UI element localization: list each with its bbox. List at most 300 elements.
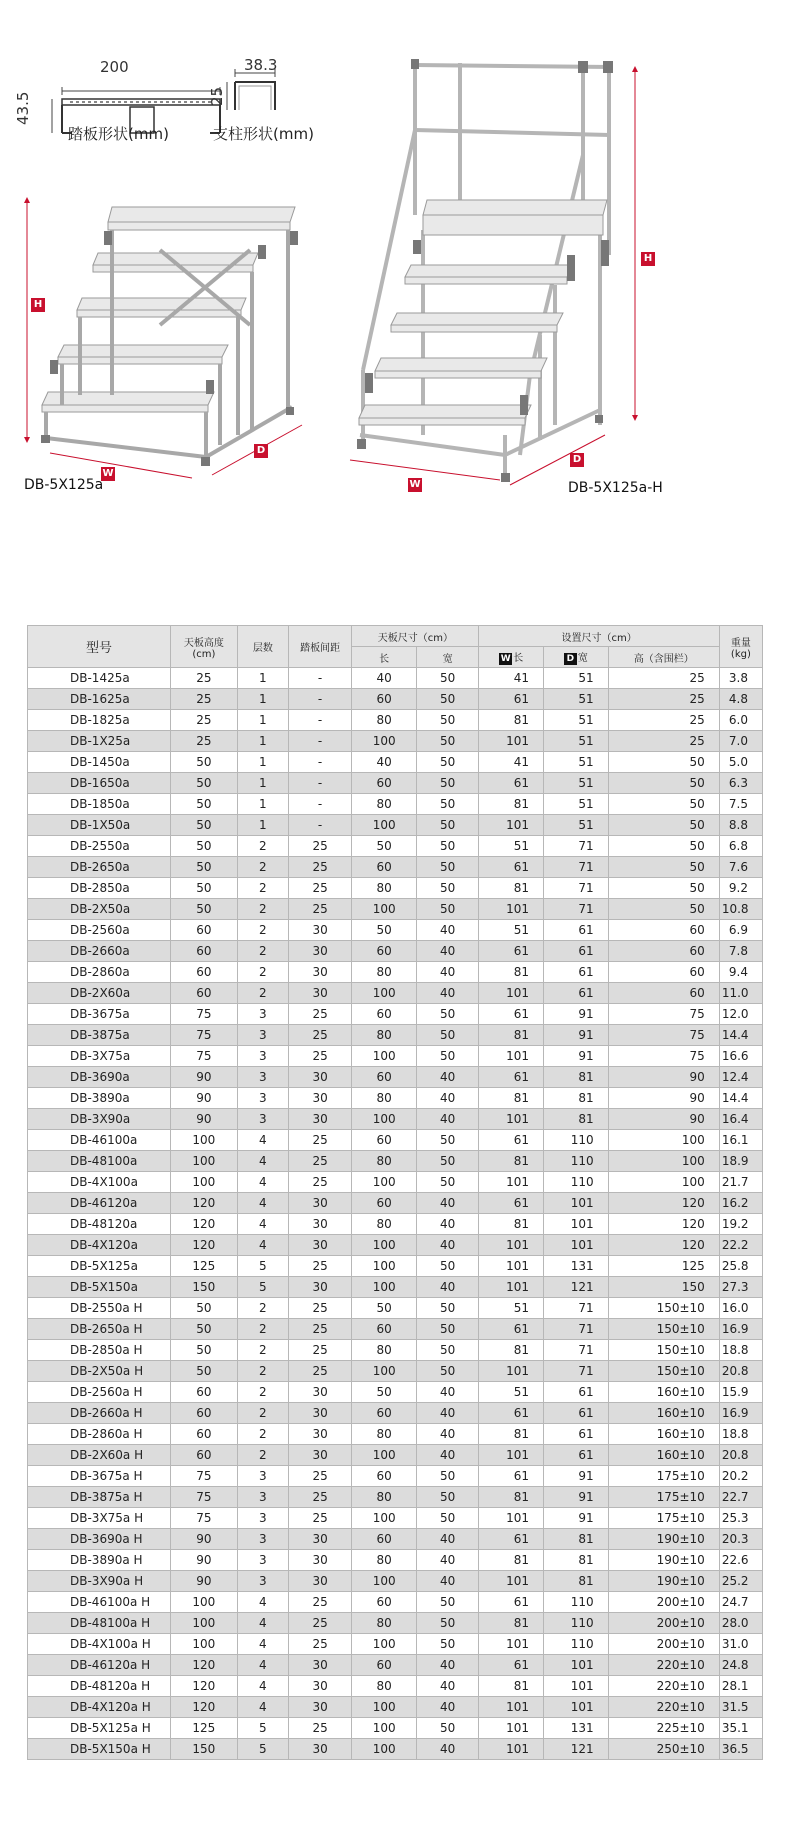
cell-top-len: 60 <box>352 1655 417 1676</box>
cell-steps: 4 <box>237 1613 288 1634</box>
cell-top-height: 100 <box>170 1592 237 1613</box>
table-row <box>28 1130 763 1151</box>
cell-weight: 16.9 <box>719 1319 762 1340</box>
cell-inst-h: 100 <box>608 1151 719 1172</box>
cell-top-height: 60 <box>170 1424 237 1445</box>
cell-top-wid: 50 <box>417 1298 479 1319</box>
table-row <box>28 1466 763 1487</box>
right-stair-drawing <box>345 55 665 495</box>
cell-inst-d: 51 <box>544 773 609 794</box>
cell-model: DB-5X150a H <box>28 1739 171 1760</box>
cell-spacing: 25 <box>288 1508 352 1529</box>
cell-model: DB-3X75a <box>28 1046 171 1067</box>
cell-spacing: 25 <box>288 1130 352 1151</box>
cell-inst-d: 51 <box>544 752 609 773</box>
cell-weight: 35.1 <box>719 1718 762 1739</box>
cell-top-height: 90 <box>170 1067 237 1088</box>
cell-spacing: 30 <box>288 1655 352 1676</box>
cell-inst-d: 91 <box>544 1004 609 1025</box>
cell-model: DB-5X125a H <box>28 1718 171 1739</box>
cell-top-height: 60 <box>170 1382 237 1403</box>
cell-steps: 3 <box>237 1004 288 1025</box>
cell-top-wid: 50 <box>417 773 479 794</box>
cell-inst-h: 190±10 <box>608 1529 719 1550</box>
cell-inst-d: 101 <box>544 1655 609 1676</box>
table-row <box>28 1277 763 1298</box>
cell-weight: 20.8 <box>719 1445 762 1466</box>
cell-top-wid: 50 <box>417 1361 479 1382</box>
cell-inst-h: 120 <box>608 1235 719 1256</box>
cell-inst-h: 25 <box>608 731 719 752</box>
cell-inst-d: 101 <box>544 1214 609 1235</box>
header-top-size: 天板尺寸（cm） <box>352 626 479 647</box>
cell-inst-d: 121 <box>544 1277 609 1298</box>
table-row <box>28 1382 763 1403</box>
cell-inst-h: 160±10 <box>608 1445 719 1466</box>
cell-spacing: 30 <box>288 1235 352 1256</box>
cell-top-height: 60 <box>170 920 237 941</box>
cell-weight: 7.5 <box>719 794 762 815</box>
cell-inst-d: 91 <box>544 1508 609 1529</box>
table-row <box>28 1403 763 1424</box>
cell-spacing: - <box>288 815 352 836</box>
cell-weight: 18.9 <box>719 1151 762 1172</box>
cell-inst-h: 100 <box>608 1172 719 1193</box>
cell-inst-w: 101 <box>479 983 544 1004</box>
cell-inst-d: 91 <box>544 1046 609 1067</box>
cell-inst-d: 91 <box>544 1025 609 1046</box>
cell-top-len: 60 <box>352 1466 417 1487</box>
cell-steps: 1 <box>237 689 288 710</box>
cell-top-len: 60 <box>352 1592 417 1613</box>
cell-steps: 5 <box>237 1256 288 1277</box>
cell-top-height: 25 <box>170 689 237 710</box>
cell-top-height: 125 <box>170 1718 237 1739</box>
cell-weight: 14.4 <box>719 1025 762 1046</box>
cell-steps: 3 <box>237 1466 288 1487</box>
cell-model: DB-4X100a <box>28 1172 171 1193</box>
table-row <box>28 1424 763 1445</box>
cell-inst-h: 60 <box>608 983 719 1004</box>
header-tread-spacing: 踏板间距 <box>288 626 352 668</box>
cell-steps: 3 <box>237 1067 288 1088</box>
cell-top-wid: 50 <box>417 752 479 773</box>
cell-steps: 4 <box>237 1676 288 1697</box>
cell-steps: 4 <box>237 1592 288 1613</box>
cell-inst-w: 61 <box>479 773 544 794</box>
cell-top-wid: 50 <box>417 857 479 878</box>
cell-spacing: 25 <box>288 1592 352 1613</box>
cell-top-height: 120 <box>170 1193 237 1214</box>
cell-top-len: 100 <box>352 1445 417 1466</box>
cell-model: DB-2X50a H <box>28 1361 171 1382</box>
cell-spacing: 25 <box>288 1298 352 1319</box>
cell-steps: 3 <box>237 1088 288 1109</box>
cell-inst-w: 51 <box>479 1298 544 1319</box>
cell-steps: 3 <box>237 1571 288 1592</box>
cell-top-height: 50 <box>170 836 237 857</box>
header-inst-d: D 宽 <box>544 647 609 668</box>
left-w-tag: W <box>102 468 114 479</box>
cell-inst-w: 81 <box>479 1088 544 1109</box>
cell-top-len: 50 <box>352 1382 417 1403</box>
cell-spacing: 25 <box>288 836 352 857</box>
cell-top-wid: 50 <box>417 794 479 815</box>
cell-model: DB-2560a <box>28 920 171 941</box>
cell-top-height: 125 <box>170 1256 237 1277</box>
cell-inst-d: 110 <box>544 1634 609 1655</box>
cell-top-height: 120 <box>170 1655 237 1676</box>
cell-inst-w: 81 <box>479 794 544 815</box>
cell-top-wid: 40 <box>417 1571 479 1592</box>
cell-spacing: - <box>288 794 352 815</box>
cell-steps: 5 <box>237 1277 288 1298</box>
cell-inst-h: 190±10 <box>608 1550 719 1571</box>
cell-inst-d: 51 <box>544 731 609 752</box>
cell-top-wid: 50 <box>417 1466 479 1487</box>
cell-top-wid: 40 <box>417 920 479 941</box>
cell-inst-w: 61 <box>479 1130 544 1151</box>
cell-weight: 25.8 <box>719 1256 762 1277</box>
cell-steps: 3 <box>237 1046 288 1067</box>
cell-top-wid: 40 <box>417 1067 479 1088</box>
cell-inst-h: 75 <box>608 1046 719 1067</box>
cell-weight: 7.8 <box>719 941 762 962</box>
cell-top-len: 80 <box>352 1088 417 1109</box>
cell-steps: 2 <box>237 1340 288 1361</box>
table-row <box>28 710 763 731</box>
cell-inst-w: 81 <box>479 1214 544 1235</box>
cell-inst-h: 75 <box>608 1004 719 1025</box>
cell-top-wid: 40 <box>417 1529 479 1550</box>
table-row <box>28 857 763 878</box>
cell-inst-d: 101 <box>544 1235 609 1256</box>
cell-model: DB-3875a <box>28 1025 171 1046</box>
cell-weight: 12.0 <box>719 1004 762 1025</box>
cell-weight: 20.8 <box>719 1361 762 1382</box>
table-row <box>28 1004 763 1025</box>
cell-inst-w: 81 <box>479 1676 544 1697</box>
cell-top-wid: 50 <box>417 1151 479 1172</box>
cell-top-height: 75 <box>170 1046 237 1067</box>
cell-inst-h: 25 <box>608 689 719 710</box>
cell-steps: 2 <box>237 857 288 878</box>
cell-steps: 4 <box>237 1235 288 1256</box>
cell-inst-h: 175±10 <box>608 1466 719 1487</box>
cell-spacing: 30 <box>288 1067 352 1088</box>
cell-steps: 1 <box>237 710 288 731</box>
cell-inst-h: 50 <box>608 878 719 899</box>
cell-model: DB-2550a <box>28 836 171 857</box>
cell-inst-h: 50 <box>608 899 719 920</box>
cell-top-height: 50 <box>170 1361 237 1382</box>
cell-top-len: 50 <box>352 836 417 857</box>
cell-top-wid: 40 <box>417 1445 479 1466</box>
cell-inst-h: 125 <box>608 1256 719 1277</box>
post-profile-caption: 支柱形状(mm) <box>213 125 314 143</box>
cell-inst-w: 81 <box>479 1340 544 1361</box>
cell-inst-w: 61 <box>479 1466 544 1487</box>
cell-inst-w: 81 <box>479 1613 544 1634</box>
cell-inst-h: 220±10 <box>608 1676 719 1697</box>
cell-steps: 2 <box>237 878 288 899</box>
header-steps: 层数 <box>237 626 288 668</box>
cell-steps: 2 <box>237 1445 288 1466</box>
cell-steps: 1 <box>237 773 288 794</box>
cell-top-height: 100 <box>170 1613 237 1634</box>
post-height-label: 25 <box>208 86 226 106</box>
cell-top-len: 100 <box>352 1718 417 1739</box>
cell-weight: 16.4 <box>719 1109 762 1130</box>
tread-width-label: 200 <box>100 58 129 76</box>
cell-inst-h: 200±10 <box>608 1592 719 1613</box>
cell-top-len: 60 <box>352 941 417 962</box>
cell-inst-w: 101 <box>479 1172 544 1193</box>
cell-top-height: 120 <box>170 1214 237 1235</box>
cell-top-height: 50 <box>170 857 237 878</box>
cell-inst-w: 51 <box>479 920 544 941</box>
cell-inst-h: 150±10 <box>608 1319 719 1340</box>
table-row <box>28 1088 763 1109</box>
cell-steps: 1 <box>237 794 288 815</box>
cell-top-wid: 40 <box>417 1697 479 1718</box>
cell-spacing: 25 <box>288 1361 352 1382</box>
cell-steps: 1 <box>237 731 288 752</box>
cell-spacing: 30 <box>288 1697 352 1718</box>
cell-top-len: 50 <box>352 1298 417 1319</box>
cell-model: DB-2560a H <box>28 1382 171 1403</box>
cell-inst-h: 120 <box>608 1214 719 1235</box>
cell-top-len: 100 <box>352 815 417 836</box>
cell-top-wid: 40 <box>417 1676 479 1697</box>
table-row <box>28 1592 763 1613</box>
cell-weight: 16.6 <box>719 1046 762 1067</box>
cell-inst-h: 50 <box>608 752 719 773</box>
table-row <box>28 1361 763 1382</box>
left-d-tag: D <box>254 444 268 458</box>
cell-top-len: 80 <box>352 1214 417 1235</box>
cell-top-height: 60 <box>170 962 237 983</box>
cell-spacing: 30 <box>288 1571 352 1592</box>
table-row <box>28 1445 763 1466</box>
cell-model: DB-3X75a H <box>28 1508 171 1529</box>
cell-inst-d: 61 <box>544 983 609 1004</box>
cell-top-height: 75 <box>170 1025 237 1046</box>
tread-height-label: 43.5 <box>14 91 32 125</box>
cell-inst-w: 61 <box>479 1319 544 1340</box>
cell-spacing: 30 <box>288 920 352 941</box>
cell-model: DB-48100a H <box>28 1613 171 1634</box>
table-row <box>28 1739 763 1760</box>
cell-steps: 3 <box>237 1550 288 1571</box>
cell-spacing: 30 <box>288 1550 352 1571</box>
header-top-wid: 宽 <box>417 647 479 668</box>
cell-inst-w: 101 <box>479 1697 544 1718</box>
cell-weight: 20.2 <box>719 1466 762 1487</box>
cell-top-height: 75 <box>170 1487 237 1508</box>
cell-top-wid: 50 <box>417 668 479 689</box>
cell-top-height: 90 <box>170 1088 237 1109</box>
cell-inst-w: 61 <box>479 941 544 962</box>
cell-top-height: 50 <box>170 794 237 815</box>
post-width-label: 38.3 <box>244 56 278 74</box>
left-h-tag: H <box>31 298 45 312</box>
cell-weight: 25.2 <box>719 1571 762 1592</box>
cell-spacing: - <box>288 689 352 710</box>
cell-top-wid: 50 <box>417 815 479 836</box>
cell-top-len: 50 <box>352 920 417 941</box>
cell-spacing: 30 <box>288 1424 352 1445</box>
cell-top-wid: 50 <box>417 689 479 710</box>
cell-top-wid: 40 <box>417 1655 479 1676</box>
cell-top-height: 75 <box>170 1466 237 1487</box>
cell-steps: 3 <box>237 1529 288 1550</box>
table-row <box>28 1718 763 1739</box>
table-row <box>28 920 763 941</box>
cell-top-height: 25 <box>170 668 237 689</box>
cell-weight: 6.3 <box>719 773 762 794</box>
cell-inst-d: 81 <box>544 1571 609 1592</box>
cell-inst-d: 101 <box>544 1676 609 1697</box>
cell-spacing: 25 <box>288 1172 352 1193</box>
cell-steps: 3 <box>237 1487 288 1508</box>
table-row <box>28 1025 763 1046</box>
cell-top-wid: 50 <box>417 1130 479 1151</box>
cell-inst-w: 51 <box>479 1382 544 1403</box>
cell-top-height: 50 <box>170 752 237 773</box>
cell-steps: 2 <box>237 1382 288 1403</box>
table-row <box>28 794 763 815</box>
cell-inst-w: 51 <box>479 836 544 857</box>
cell-inst-d: 81 <box>544 1067 609 1088</box>
cell-inst-h: 90 <box>608 1109 719 1130</box>
cell-top-wid: 40 <box>417 1550 479 1571</box>
table-row <box>28 689 763 710</box>
cell-inst-h: 90 <box>608 1088 719 1109</box>
cell-inst-w: 101 <box>479 1739 544 1760</box>
cell-weight: 20.3 <box>719 1529 762 1550</box>
cell-weight: 22.2 <box>719 1235 762 1256</box>
table-row <box>28 1613 763 1634</box>
cell-spacing: 25 <box>288 878 352 899</box>
cell-top-height: 50 <box>170 815 237 836</box>
cell-top-height: 90 <box>170 1571 237 1592</box>
right-d-tag: D <box>570 453 584 467</box>
cell-inst-h: 150 <box>608 1277 719 1298</box>
cell-inst-h: 225±10 <box>608 1718 719 1739</box>
header-top-height: 天板高度 (cm) <box>170 626 237 668</box>
header-weight: 重量 (kg) <box>719 626 762 668</box>
cell-inst-h: 100 <box>608 1130 719 1151</box>
cell-top-wid: 50 <box>417 1592 479 1613</box>
cell-inst-h: 190±10 <box>608 1571 719 1592</box>
cell-weight: 28.0 <box>719 1613 762 1634</box>
spec-table <box>27 625 763 1760</box>
cell-inst-w: 81 <box>479 1487 544 1508</box>
cell-inst-w: 61 <box>479 1004 544 1025</box>
cell-inst-h: 150±10 <box>608 1361 719 1382</box>
cell-weight: 25.3 <box>719 1508 762 1529</box>
cell-inst-w: 101 <box>479 1046 544 1067</box>
cell-weight: 14.4 <box>719 1088 762 1109</box>
cell-model: DB-2X60a H <box>28 1445 171 1466</box>
cell-inst-h: 220±10 <box>608 1655 719 1676</box>
cell-top-height: 100 <box>170 1634 237 1655</box>
cell-spacing: 25 <box>288 857 352 878</box>
cell-inst-d: 61 <box>544 1382 609 1403</box>
cell-top-len: 80 <box>352 1550 417 1571</box>
cell-inst-w: 101 <box>479 1634 544 1655</box>
cell-top-len: 100 <box>352 1256 417 1277</box>
table-row <box>28 1067 763 1088</box>
cell-weight: 7.0 <box>719 731 762 752</box>
cell-inst-w: 41 <box>479 752 544 773</box>
cell-top-len: 80 <box>352 1676 417 1697</box>
cell-top-len: 80 <box>352 878 417 899</box>
cell-inst-w: 81 <box>479 878 544 899</box>
cell-model: DB-3675a <box>28 1004 171 1025</box>
cell-model: DB-4X100a H <box>28 1634 171 1655</box>
table-row <box>28 1676 763 1697</box>
cell-steps: 2 <box>237 836 288 857</box>
cell-inst-d: 71 <box>544 836 609 857</box>
cell-top-height: 60 <box>170 941 237 962</box>
cell-spacing: 25 <box>288 1151 352 1172</box>
cell-top-height: 50 <box>170 1319 237 1340</box>
right-w-tag: W <box>409 479 421 490</box>
cell-inst-d: 131 <box>544 1256 609 1277</box>
cell-top-len: 100 <box>352 1277 417 1298</box>
cell-inst-h: 150±10 <box>608 1298 719 1319</box>
cell-top-len: 60 <box>352 1403 417 1424</box>
cell-spacing: 25 <box>288 1634 352 1655</box>
cell-inst-h: 175±10 <box>608 1508 719 1529</box>
cell-model: DB-3690a <box>28 1067 171 1088</box>
table-row <box>28 1529 763 1550</box>
cell-inst-d: 101 <box>544 1697 609 1718</box>
table-row <box>28 1256 763 1277</box>
cell-model: DB-1625a <box>28 689 171 710</box>
cell-top-len: 100 <box>352 1046 417 1067</box>
table-row <box>28 836 763 857</box>
cell-steps: 2 <box>237 899 288 920</box>
table-row <box>28 1655 763 1676</box>
cell-inst-w: 101 <box>479 1445 544 1466</box>
cell-spacing: 25 <box>288 1319 352 1340</box>
right-h-tag: H <box>641 252 655 266</box>
cell-spacing: 30 <box>288 1676 352 1697</box>
cell-model: DB-2550a H <box>28 1298 171 1319</box>
cell-weight: 18.8 <box>719 1424 762 1445</box>
cell-top-wid: 50 <box>417 1487 479 1508</box>
header-inst-w: W 长 <box>479 647 544 668</box>
cell-inst-h: 200±10 <box>608 1634 719 1655</box>
header-model: 型号 <box>28 626 171 668</box>
cell-inst-d: 110 <box>544 1592 609 1613</box>
cell-inst-d: 81 <box>544 1550 609 1571</box>
cell-inst-h: 50 <box>608 815 719 836</box>
cell-top-wid: 40 <box>417 1235 479 1256</box>
cell-inst-d: 101 <box>544 1193 609 1214</box>
cell-model: DB-1650a <box>28 773 171 794</box>
cell-inst-d: 61 <box>544 941 609 962</box>
cell-top-wid: 50 <box>417 1172 479 1193</box>
cell-top-height: 90 <box>170 1529 237 1550</box>
table-row <box>28 1550 763 1571</box>
post-profile-drawing <box>225 66 295 126</box>
cell-top-height: 50 <box>170 1340 237 1361</box>
cell-inst-w: 61 <box>479 1067 544 1088</box>
